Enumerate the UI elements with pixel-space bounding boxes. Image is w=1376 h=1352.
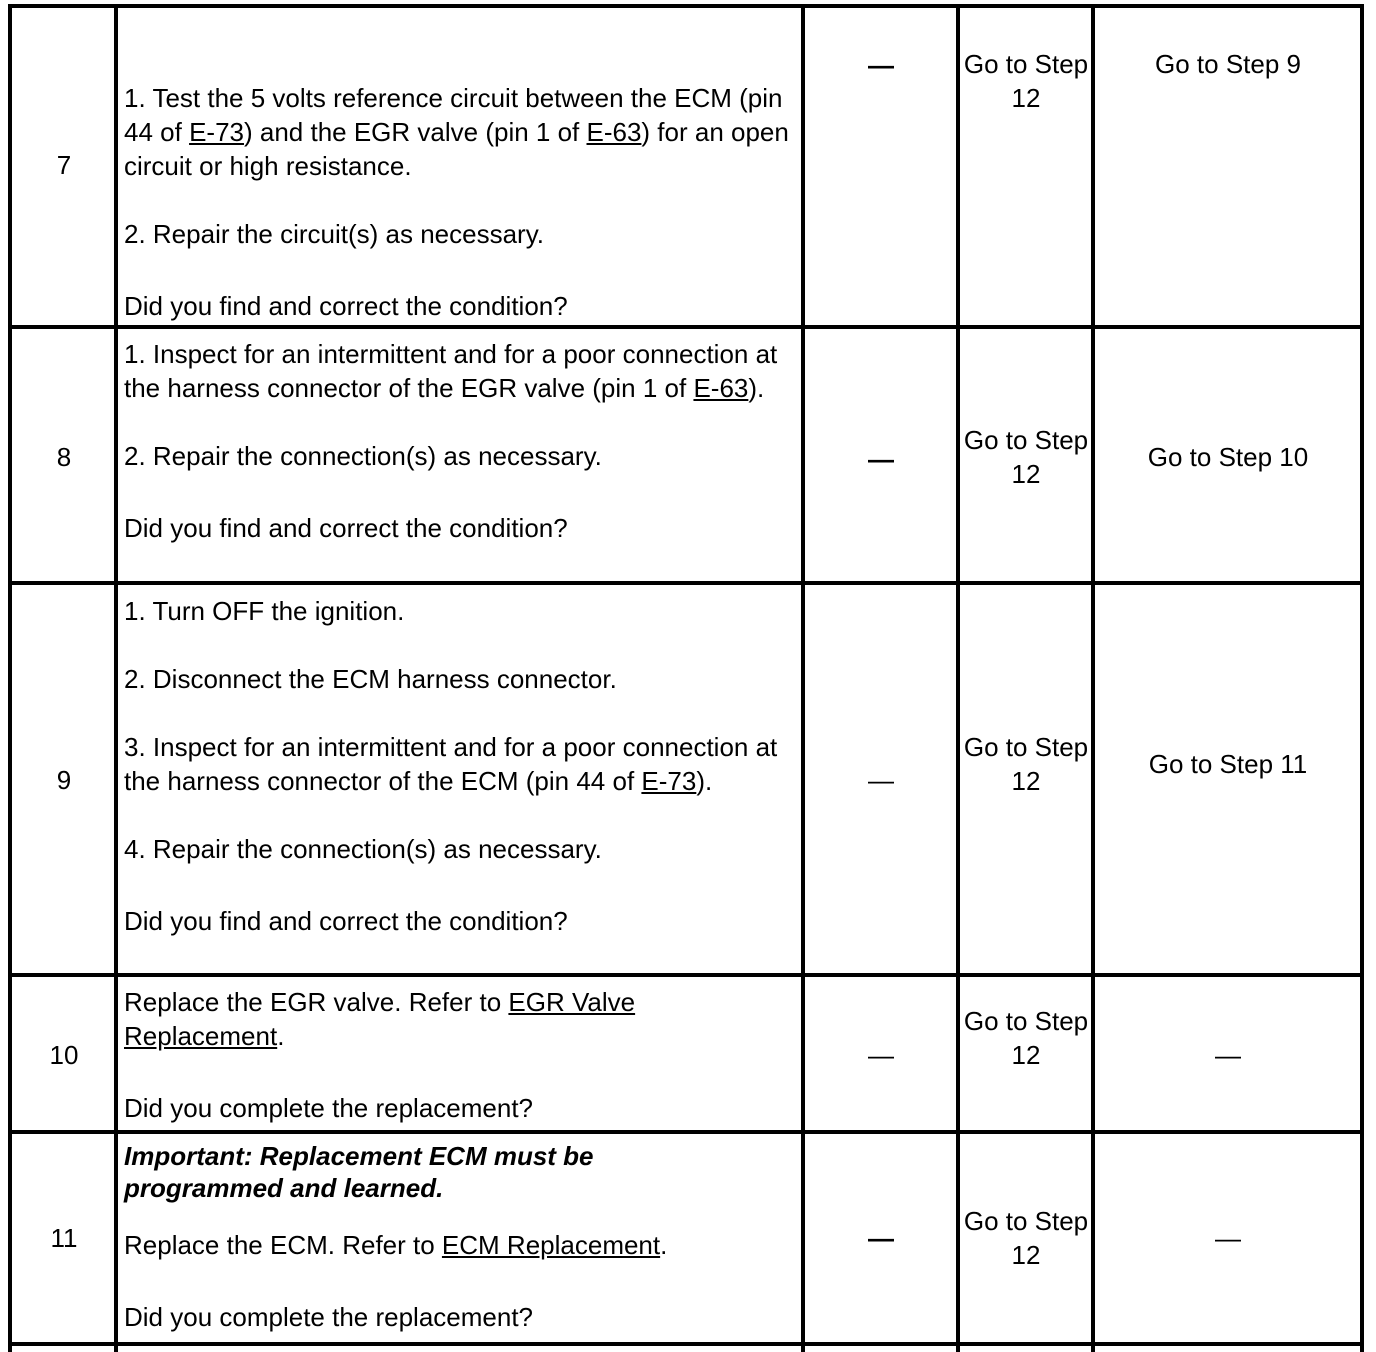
- action-text: .: [277, 1021, 285, 1051]
- egr-valve-replacement-link[interactable]: EGR Valve Replacement: [124, 987, 636, 1051]
- step-number: 11: [50, 1223, 78, 1253]
- action-text: 4. Repair the connection(s) as necessary.: [124, 834, 602, 864]
- step-question: Did you find and correct the condition?: [124, 291, 568, 321]
- no-action: —: [1215, 1223, 1241, 1253]
- step-action: [124, 594, 802, 938]
- connector-link-e73[interactable]: E-73: [189, 117, 244, 147]
- action-text: ) for an open circuit or high resistance.: [124, 117, 789, 181]
- value-cell: —: [868, 1223, 894, 1253]
- action-text: .: [660, 1230, 668, 1260]
- action-text: 2. Repair the circuit(s) as necessary.: [124, 219, 544, 249]
- yes-action: Go to Step 12: [963, 732, 1089, 796]
- action-text: Replace the ECM. Refer to: [124, 1230, 442, 1260]
- no-action: Go to Step 10: [1147, 442, 1309, 472]
- yes-action: Go to Step 12: [963, 425, 1089, 489]
- no-action: Go to Step 11: [1148, 749, 1308, 779]
- step-number: 7: [56, 150, 72, 180]
- action-text: ).: [748, 373, 765, 403]
- action-text: 1. Turn OFF the ignition.: [124, 596, 405, 626]
- yes-action: Go to Step 12: [963, 1006, 1089, 1070]
- step-question: Did you complete the replacement?: [124, 1093, 534, 1123]
- yes-action: Go to Step 12: [963, 49, 1089, 113]
- step-question: Did you find and correct the condition?: [124, 906, 568, 936]
- row-divider: [8, 1130, 1364, 1134]
- row-divider: [8, 581, 1364, 585]
- row-divider: [8, 325, 1364, 329]
- action-text: ).: [696, 766, 713, 796]
- step-action: [124, 337, 802, 545]
- yes-action: Go to Step 12: [963, 1206, 1089, 1270]
- value-cell: —: [868, 1040, 894, 1070]
- row-divider: [8, 973, 1364, 977]
- connector-link-e73[interactable]: E-73: [641, 766, 697, 796]
- column-divider: [114, 6, 118, 1352]
- action-text: ) and the EGR valve (pin 1 of: [243, 117, 587, 147]
- column-divider: [1360, 6, 1364, 1352]
- row-divider: [8, 1342, 1364, 1346]
- column-divider: [956, 6, 960, 1352]
- row-divider: [8, 4, 1364, 8]
- step-action: [124, 985, 724, 1125]
- value-cell: —: [868, 444, 894, 474]
- step-number: 8: [56, 442, 72, 472]
- step-question: Did you find and correct the condition?: [124, 513, 568, 543]
- step-action: [124, 81, 802, 323]
- column-divider: [8, 6, 12, 1352]
- action-text: 2. Disconnect the ECM harness connector.: [124, 664, 617, 694]
- connector-link-e63[interactable]: E-63: [586, 117, 642, 147]
- step-number: 10: [49, 1040, 79, 1070]
- important-note: Important: Replacement ECM must be programmed and learned.: [124, 1141, 594, 1203]
- action-text: 3. Inspect for an intermittent and for a poor connection at the harness connector of the ECM (pin 44 of: [124, 732, 778, 796]
- action-text: Replace the EGR valve. Refer to: [124, 987, 509, 1017]
- action-text: 2. Repair the connection(s) as necessary.: [124, 441, 602, 471]
- no-action: —: [1215, 1040, 1241, 1070]
- connector-link-e63[interactable]: E-63: [693, 373, 749, 403]
- column-divider: [1091, 6, 1095, 1352]
- step-question: Did you complete the replacement?: [124, 1302, 534, 1332]
- value-cell: —: [868, 765, 894, 795]
- action-text: 1. Test the 5 volts reference circuit between the ECM (pin 44 of: [124, 83, 783, 147]
- step-number: 9: [56, 765, 72, 795]
- action-text: 1. Inspect for an intermittent and for a poor connection at the harness connector of the EGR valve (pin 1 of: [124, 339, 778, 403]
- value-cell: —: [868, 50, 894, 80]
- ecm-replacement-link[interactable]: ECM Replacement: [441, 1230, 661, 1260]
- step-action: [124, 1140, 684, 1334]
- no-action: Go to Step 9: [1155, 49, 1301, 79]
